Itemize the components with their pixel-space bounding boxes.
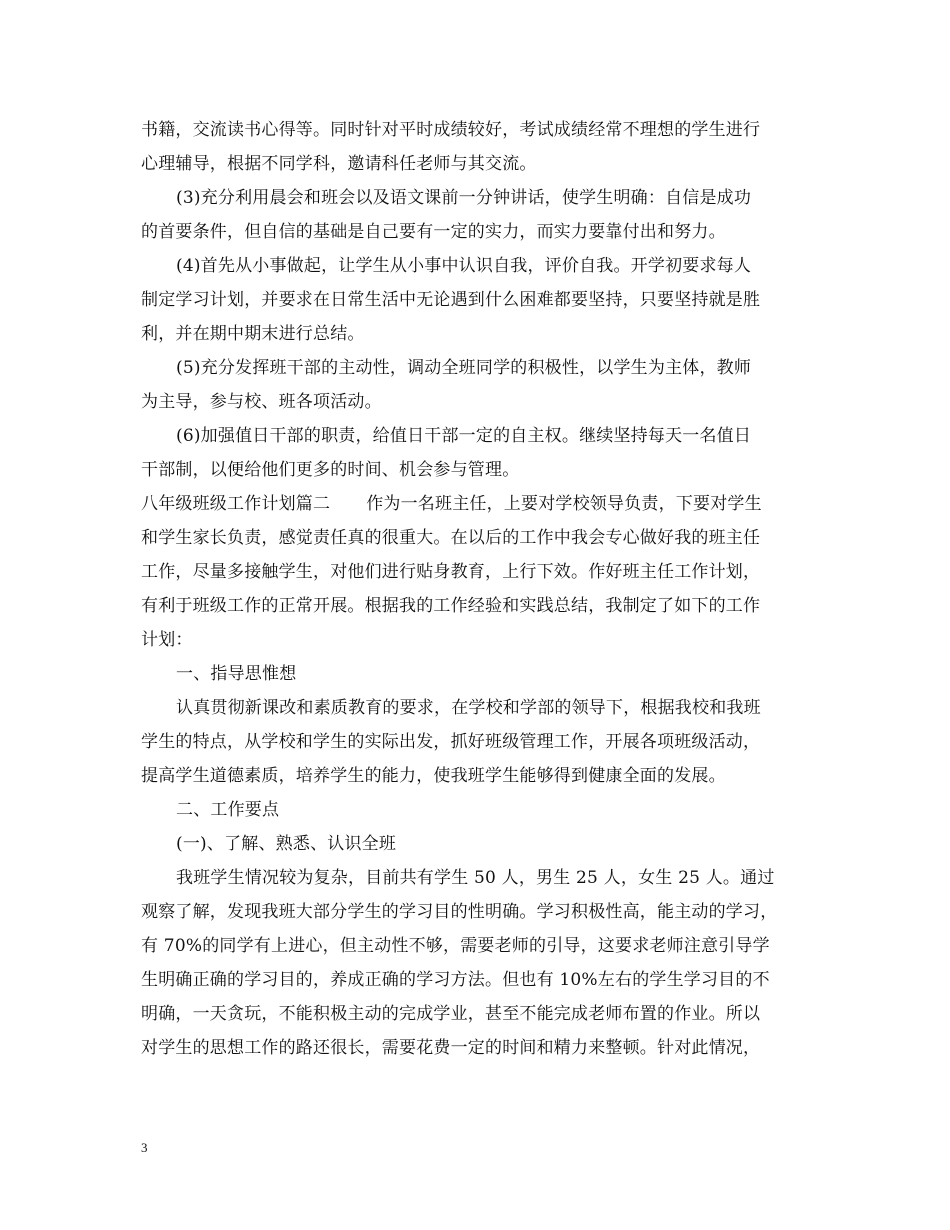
- text-line: (6)加强值日干部的职责，给值日干部一定的自主权。继续坚持每天一名值日: [176, 426, 752, 446]
- text-line: 观察了解，发现我班大部分学生的学习目的性明确。学习积极性高，能主动的学习，: [141, 902, 778, 922]
- text-line: 干部制，以便给他们更多的时间、机会参与管理。: [141, 460, 520, 480]
- text-line: 对学生的思想工作的路还很长，需要花费一定的时间和精力来整顿。针对此情况，: [141, 1038, 761, 1058]
- text-line: 工作，尽量多接触学生，对他们进行贴身教育，上行下效。作好班主任工作计划，: [141, 562, 761, 582]
- text-line: 学生的特点，从学校和学生的实际出发，抓好班级管理工作，开展各项班级活动，: [141, 732, 761, 752]
- text-line: (3)充分利用晨会和班会以及语文课前一分钟讲话，使学生明确：自信是成功: [176, 188, 752, 208]
- text-line: 有 70%的同学有上进心，但主动性不够，需要老师的引导，这要求老师注意引导学: [141, 936, 770, 956]
- section-intro: 作为一名班主任，上要对学校领导负责，下要对学生: [366, 494, 762, 514]
- section-heading: 八年级班级工作计划篇二: [141, 494, 331, 514]
- text-line: 我班学生情况较为复杂，目前共有学生 50 人，男生 25 人，女生 25 人。通过: [176, 868, 775, 888]
- text-line: (5)充分发挥班干部的主动性，调动全班同学的积极性，以学生为主体，教师: [176, 358, 752, 378]
- text-line: (4)首先从小事做起，让学生从小事中认识自我，评价自我。开学初要求每人: [176, 256, 752, 276]
- subheading-line: 一、指导思惟想: [176, 664, 297, 684]
- body-text: [141, 113, 817, 1065]
- text-line: 和学生家长负责，感觉责任真的很重大。在以后的工作中我会专心做好我的班主任: [141, 528, 761, 548]
- text-line: 有利于班级工作的正常开展。根据我的工作经验和实践总结，我制定了如下的工作: [141, 596, 761, 616]
- text-line: 生明确正确的学习目的，养成正确的学习方法。但也有 10%左右的学生学习目的不: [141, 970, 770, 990]
- text-line: 制定学习计划，并要求在日常生活中无论遇到什么困难都要坚持，只要坚持就是胜: [141, 290, 761, 310]
- text-line: 明确，一天贪玩，不能积极主动的完成学业，甚至不能完成老师布置的作业。所以: [141, 1004, 761, 1024]
- text-line: 认真贯彻新课改和素质教育的要求，在学校和学部的领导下，根据我校和我班: [176, 698, 761, 718]
- section-heading-line: [141, 487, 817, 521]
- text-line: 利，并在期中期末进行总结。: [141, 324, 365, 344]
- page-number: 3: [141, 1140, 148, 1155]
- text-line: 提高学生道德素质，培养学生的能力，使我班学生能够得到健康全面的发展。: [141, 766, 726, 786]
- text-line: 计划：: [141, 630, 193, 650]
- subheading-line: 二、工作要点: [176, 800, 280, 820]
- text-line: 为主导，参与校、班各项活动。: [141, 392, 382, 412]
- subheading-line: (一)、了解、熟悉、认识全班: [176, 834, 397, 854]
- text-line: 心理辅导，根据不同学科，邀请科任老师与其交流。: [141, 154, 537, 174]
- text-line: 的首要条件，但自信的基础是自己要有一定的实力，而实力要靠付出和努力。: [141, 222, 726, 242]
- text-line: 书籍，交流读书心得等。同时针对平时成绩较好，考试成绩经常不理想的学生进行: [141, 120, 761, 140]
